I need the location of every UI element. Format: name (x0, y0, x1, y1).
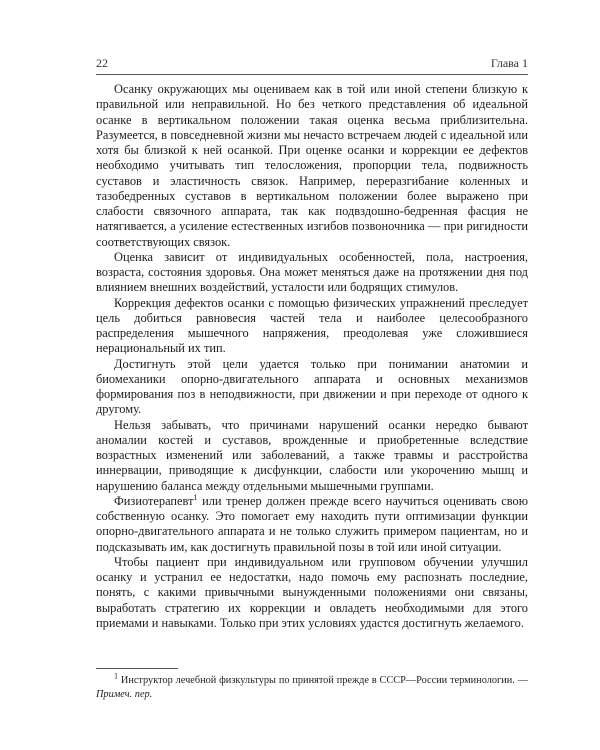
header-divider (96, 74, 528, 75)
running-title: Глава 1 (490, 56, 528, 70)
footnote-divider (96, 668, 178, 669)
translator-note-label: Примеч. пер. (96, 689, 153, 700)
footnote-marker: 1 (114, 671, 118, 681)
paragraph: Коррекция дефектов осанки с помощью физических упражнений преследует цель добиться равновесия частей тела и наиболее целесообразного распределения мышечного напряжения, преодолевая уже сложившиеся нерациональный их тип. (96, 295, 528, 356)
paragraph: Нельзя забывать, что причинами нарушений осанки нередко бывают аномалии костей и суставов, врожденные и приобретенные вследствие возрастных изменений или заболеваний, а также травмы и расстройства иннервации, приводящие к дисфункции, слабости или укорочению мышц и нарушению баланса между отдельными мышечными группами. (96, 417, 528, 493)
paragraph-physiotherapist (96, 494, 528, 555)
paragraph: Чтобы пациент при индивидуальном или групповом обучении улучшил осанку и устранил ее недостатки, надо помочь ему распознать последние, понять, с какими привычными вынужденными положениями они связаны, выработать стратегию их коррекции и овладеть необходимыми для этого приемами и навыками. Только при этих условиях удастся достигнуть желаемого. (96, 554, 528, 630)
footnote (96, 671, 528, 702)
footnote-text: Инструктор лечебной физкультуры по принятой прежде в СССР—России терминологии. — (120, 675, 528, 686)
page-body (96, 82, 528, 631)
page-header (96, 56, 528, 74)
paragraph: Осанку окружающих мы оцениваем как в той или иной степени близкую к правильной или неправильной. Но без четкого представления об идеальной осанке в вертикальном положении такая оценка весьма приблизительна. Разумеется, в повседневной жизни мы нечасто встречаем людей с идеальной или хотя бы близкой к ней осанкой. При оценке осанки и коррекции ее дефектов необходимо учитывать тип телосложения, пропорции тела, подвижность суставов и эластичность связок. Например, переразгибание коленных и тазобедренных суставов в вертикальном положении более выражено при слабости связочного аппарата, так как подвздошно-бедренная фасция не натягивается, а усиление естественных изгибов позвоночника — при ригидности соответствующих связок. (96, 82, 528, 249)
paragraph-lead: Физиотерапевт (114, 493, 194, 508)
paragraph: Достигнуть этой цели удается только при понимании анатомии и биомеханики опорно-двигательного аппарата и основных механизмов формирования поз в неподвижности, при движении и при переходе от одного к другому. (96, 356, 528, 417)
page-number: 22 (96, 56, 108, 70)
footnote-reference[interactable]: 1 (193, 492, 198, 502)
paragraph: Оценка зависит от индивидуальных особенностей, пола, настроения, возраста, состояния здоровья. Она может меняться даже на протяжении дня под влиянием внешних воздействий, усталости или бодрящих стимулов. (96, 249, 528, 295)
paragraph-rest: или тренер должен прежде всего научиться оценивать свою собственную осанку. Это помогает ему находить пути оптимизации функции опорно-двигательного аппарата и не только служить примером пациентам, но и подсказывать им, как достигнуть правильной позы в той или иной ситуации. (96, 493, 528, 554)
